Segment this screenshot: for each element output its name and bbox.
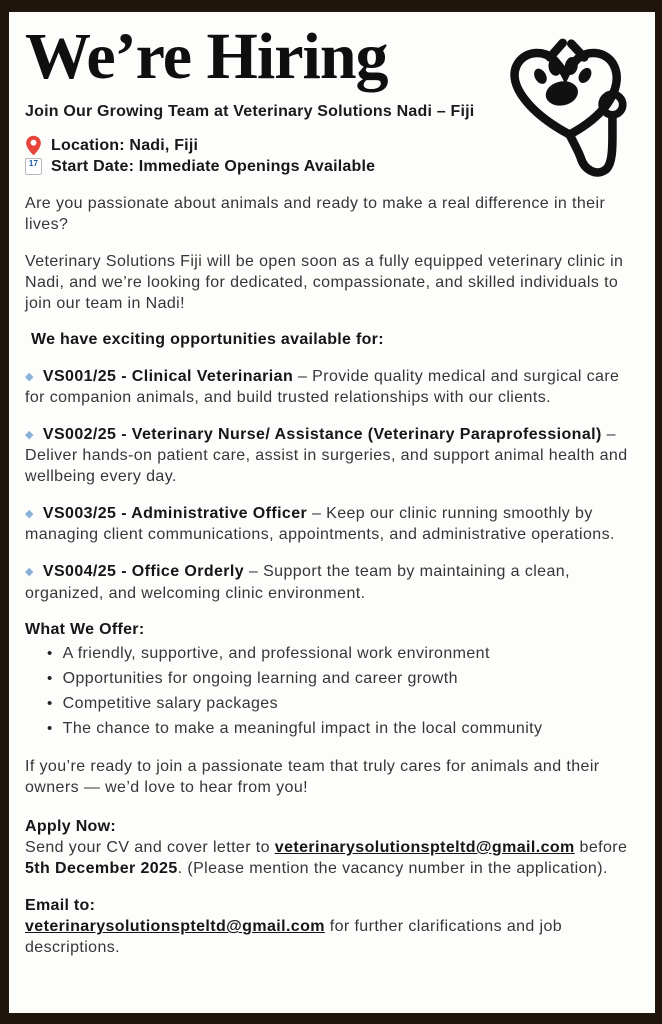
calendar-day: 17 [28, 159, 39, 168]
job-item [25, 561, 635, 603]
job-description: – Support the team by maintaining a clean, organized, and welcoming clinic environment. [25, 563, 570, 602]
heart-paw-stethoscope-logo-icon [495, 26, 645, 196]
apply-post-text: . (Please mention the vacancy number in the application). [177, 860, 608, 878]
apply-section [25, 816, 635, 879]
offer-item [47, 694, 635, 715]
job-item [25, 366, 635, 408]
offer-text: A friendly, supportive, and professional work environment [62, 645, 490, 663]
poster [9, 12, 655, 1013]
location-pin-icon [25, 135, 42, 156]
opportunities-heading: We have exciting opportunities available for: [31, 330, 384, 348]
apply-heading: Apply Now: [25, 817, 116, 835]
apply-email-link[interactable]: veterinarysolutionspteltd@gmail.com [274, 838, 575, 856]
clinic-paragraph: Veterinary Solutions Fiji will be open soon as a fully equipped veterinary clinic in Nadi, and we’re looking for dedicated, compassionate, and skilled individuals to join our team in Nadi! [25, 253, 624, 313]
email-to-section [25, 895, 635, 958]
offer-item [47, 644, 635, 665]
dot-bullet-icon: • [47, 695, 53, 713]
job-code-title: VS001/25 - Clinical Veterinarian [42, 367, 294, 385]
email-to-paragraph [25, 916, 635, 958]
closing-paragraph: If you’re ready to join a passionate team that truly cares for animals and their owners — we’d love to hear from you! [25, 757, 600, 796]
subtitle: Join Our Growing Team at Veterinary Solutions Nadi – Fiji [25, 103, 475, 120]
apply-mid-text: before [574, 838, 628, 856]
offer-item [47, 669, 635, 690]
email-to-link[interactable]: veterinarysolutionspteltd@gmail.com [25, 918, 325, 936]
offer-text: Opportunities for ongoing learning and career growth [62, 670, 458, 688]
apply-pre-text: Send your CV and cover letter to [25, 838, 275, 856]
start-date-text: Start Date: Immediate Openings Available [51, 157, 376, 175]
job-item [25, 424, 635, 487]
offer-list [25, 644, 635, 739]
offer-text: Competitive salary packages [62, 695, 278, 713]
diamond-bullet-icon: ◆ [25, 566, 34, 579]
page-title: We’re Hiring [25, 20, 388, 93]
offer-item [47, 719, 635, 740]
intro-paragraph: Are you passionate about animals and ready to make a real difference in their lives? [25, 195, 606, 234]
dot-bullet-icon: • [47, 645, 53, 663]
deadline-text: 5th December 2025 [25, 860, 178, 878]
email-to-heading: Email to: [25, 897, 96, 915]
diamond-bullet-icon: ◆ [25, 370, 34, 383]
offer-text: The chance to make a meaningful impact in the local community [62, 719, 543, 737]
job-code-title: VS004/25 - Office Orderly [42, 563, 245, 581]
job-description: – Keep our clinic running smoothly by managing client communications, appointments, and administrative operations. [25, 505, 615, 544]
dot-bullet-icon: • [47, 719, 53, 737]
offer-heading: What We Offer: [25, 620, 145, 638]
email-to-post-text: for further clarifications and job descriptions. [25, 918, 563, 957]
calendar-icon [25, 158, 42, 175]
job-description: – Deliver hands-on patient care, assist in surgeries, and support animal health and wellbeing every day. [25, 425, 628, 486]
location-text: Location: Nadi, Fiji [51, 136, 199, 154]
apply-paragraph [25, 837, 635, 879]
dot-bullet-icon: • [47, 670, 53, 688]
job-code-title: VS003/25 - Administrative Officer [42, 505, 308, 523]
diamond-bullet-icon: ◆ [25, 508, 34, 521]
job-description: – Provide quality medical and surgical care for companion animals, and build trusted relationships with our clients. [25, 367, 620, 406]
job-item [25, 503, 635, 545]
diamond-bullet-icon: ◆ [25, 428, 34, 441]
job-code-title: VS002/25 - Veterinary Nurse/ Assistance (Veterinary Paraprofessional) [42, 425, 602, 443]
